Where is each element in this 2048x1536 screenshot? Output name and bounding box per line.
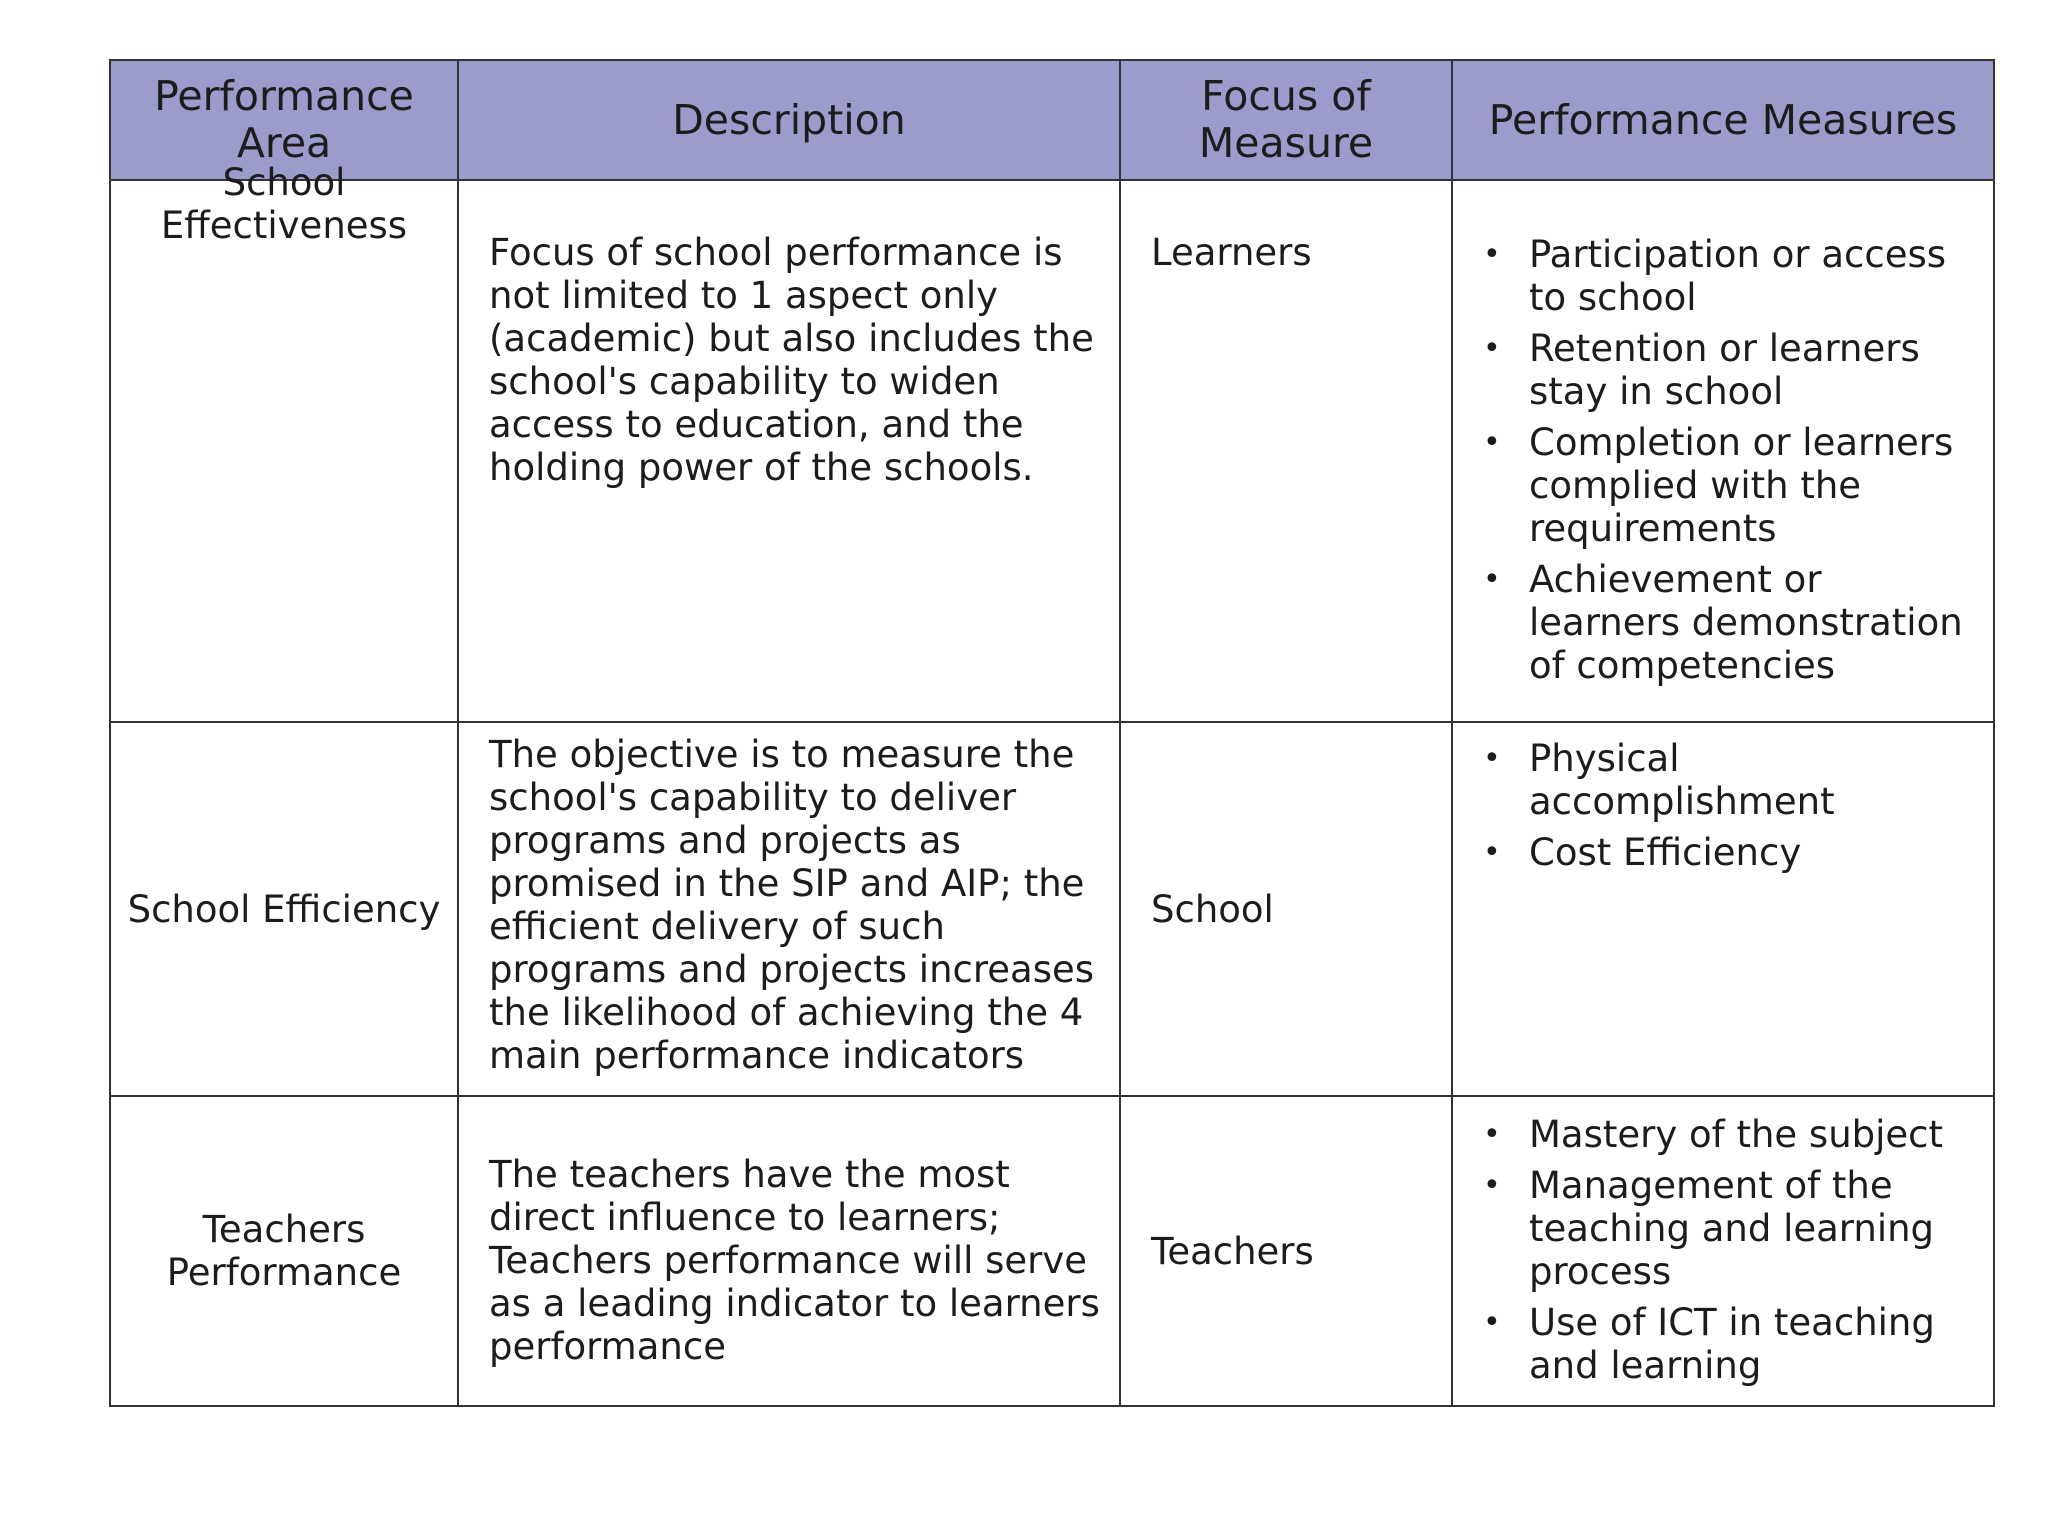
table-row bbox=[110, 1096, 1994, 1406]
performance-area-cell bbox=[110, 722, 458, 1096]
measures-list bbox=[1483, 1113, 1979, 1387]
measure-text: Retention or learners stay in school bbox=[1529, 327, 1920, 413]
description-text: The objective is to measure the school's capability to deliver programs and projects as promised in the SIP and AIP; the efficient delivery of such programs and projects increases the likelihood of achieving the 4 main performance indicators bbox=[489, 733, 1095, 1077]
performance-area-cell bbox=[110, 1096, 458, 1406]
bullet-icon: • bbox=[1483, 425, 1501, 460]
measure-text: Participation or access to school bbox=[1529, 233, 1947, 319]
bullet-icon: • bbox=[1483, 1168, 1501, 1203]
measures-cell bbox=[1452, 1096, 1994, 1406]
bullet-icon: • bbox=[1483, 331, 1501, 366]
measure-text: Cost Efficiency bbox=[1529, 831, 1802, 874]
list-item bbox=[1483, 327, 1979, 413]
performance-table bbox=[109, 59, 1995, 1407]
header-performance-area: Performance Area bbox=[110, 60, 458, 180]
bullet-icon: • bbox=[1483, 835, 1501, 870]
bullet-icon: • bbox=[1483, 237, 1501, 272]
performance-area-cell bbox=[110, 161, 458, 722]
measure-text: Management of the teaching and learning process bbox=[1529, 1164, 1935, 1293]
description-cell bbox=[458, 180, 1120, 722]
measure-text: Mastery of the subject bbox=[1529, 1113, 1944, 1156]
measure-text: Physical accomplishment bbox=[1529, 737, 1835, 823]
measures-cell bbox=[1452, 180, 1994, 722]
focus-text: Learners bbox=[1151, 231, 1312, 274]
performance-area-text: School Efficiency bbox=[127, 887, 441, 931]
list-item bbox=[1483, 737, 1979, 823]
bullet-icon: • bbox=[1483, 741, 1501, 776]
focus-cell bbox=[1120, 180, 1452, 722]
list-item bbox=[1483, 1301, 1979, 1387]
focus-cell bbox=[1120, 1096, 1452, 1406]
bullet-icon: • bbox=[1483, 1117, 1501, 1152]
list-item bbox=[1483, 1164, 1979, 1293]
description-cell bbox=[458, 722, 1120, 1096]
measures-list bbox=[1483, 737, 1979, 874]
measure-text: Achievement or learners demonstration of competencies bbox=[1529, 558, 1963, 687]
performance-area-text: Teachers Performance bbox=[166, 1208, 402, 1294]
table-body bbox=[110, 161, 1994, 1406]
list-item bbox=[1483, 421, 1979, 550]
table-row bbox=[110, 180, 1994, 722]
description-text: The teachers have the most direct influence to learners; Teachers performance will serve as a leading indicator to learners performance bbox=[489, 1153, 1100, 1368]
list-item bbox=[1483, 831, 1979, 874]
focus-text: Teachers bbox=[1151, 1229, 1314, 1273]
measures-list bbox=[1483, 233, 1979, 687]
measures-cell bbox=[1452, 722, 1994, 1096]
header-description: Description bbox=[458, 60, 1120, 180]
measure-text: Completion or learners complied with the requirements bbox=[1529, 421, 1954, 550]
table-row bbox=[110, 722, 1994, 1096]
measure-text: Use of ICT in teaching and learning bbox=[1529, 1301, 1935, 1387]
bullet-icon: • bbox=[1483, 1305, 1501, 1340]
focus-text: School bbox=[1151, 887, 1274, 931]
header-performance-measures: Performance Measures bbox=[1452, 60, 1994, 180]
focus-cell bbox=[1120, 722, 1452, 1096]
header-focus-of-measure: Focus of Measure bbox=[1120, 60, 1452, 180]
description-text: Focus of school performance is not limited to 1 aspect only (academic) but also includes the school's capability to widen access to education, and the holding power of the schools. bbox=[489, 231, 1094, 489]
list-item bbox=[1483, 558, 1979, 687]
bullet-icon: • bbox=[1483, 562, 1501, 597]
performance-area-text: School Effectiveness bbox=[160, 161, 408, 247]
list-item bbox=[1483, 1113, 1979, 1156]
list-item bbox=[1483, 233, 1979, 319]
description-cell bbox=[458, 1096, 1120, 1406]
